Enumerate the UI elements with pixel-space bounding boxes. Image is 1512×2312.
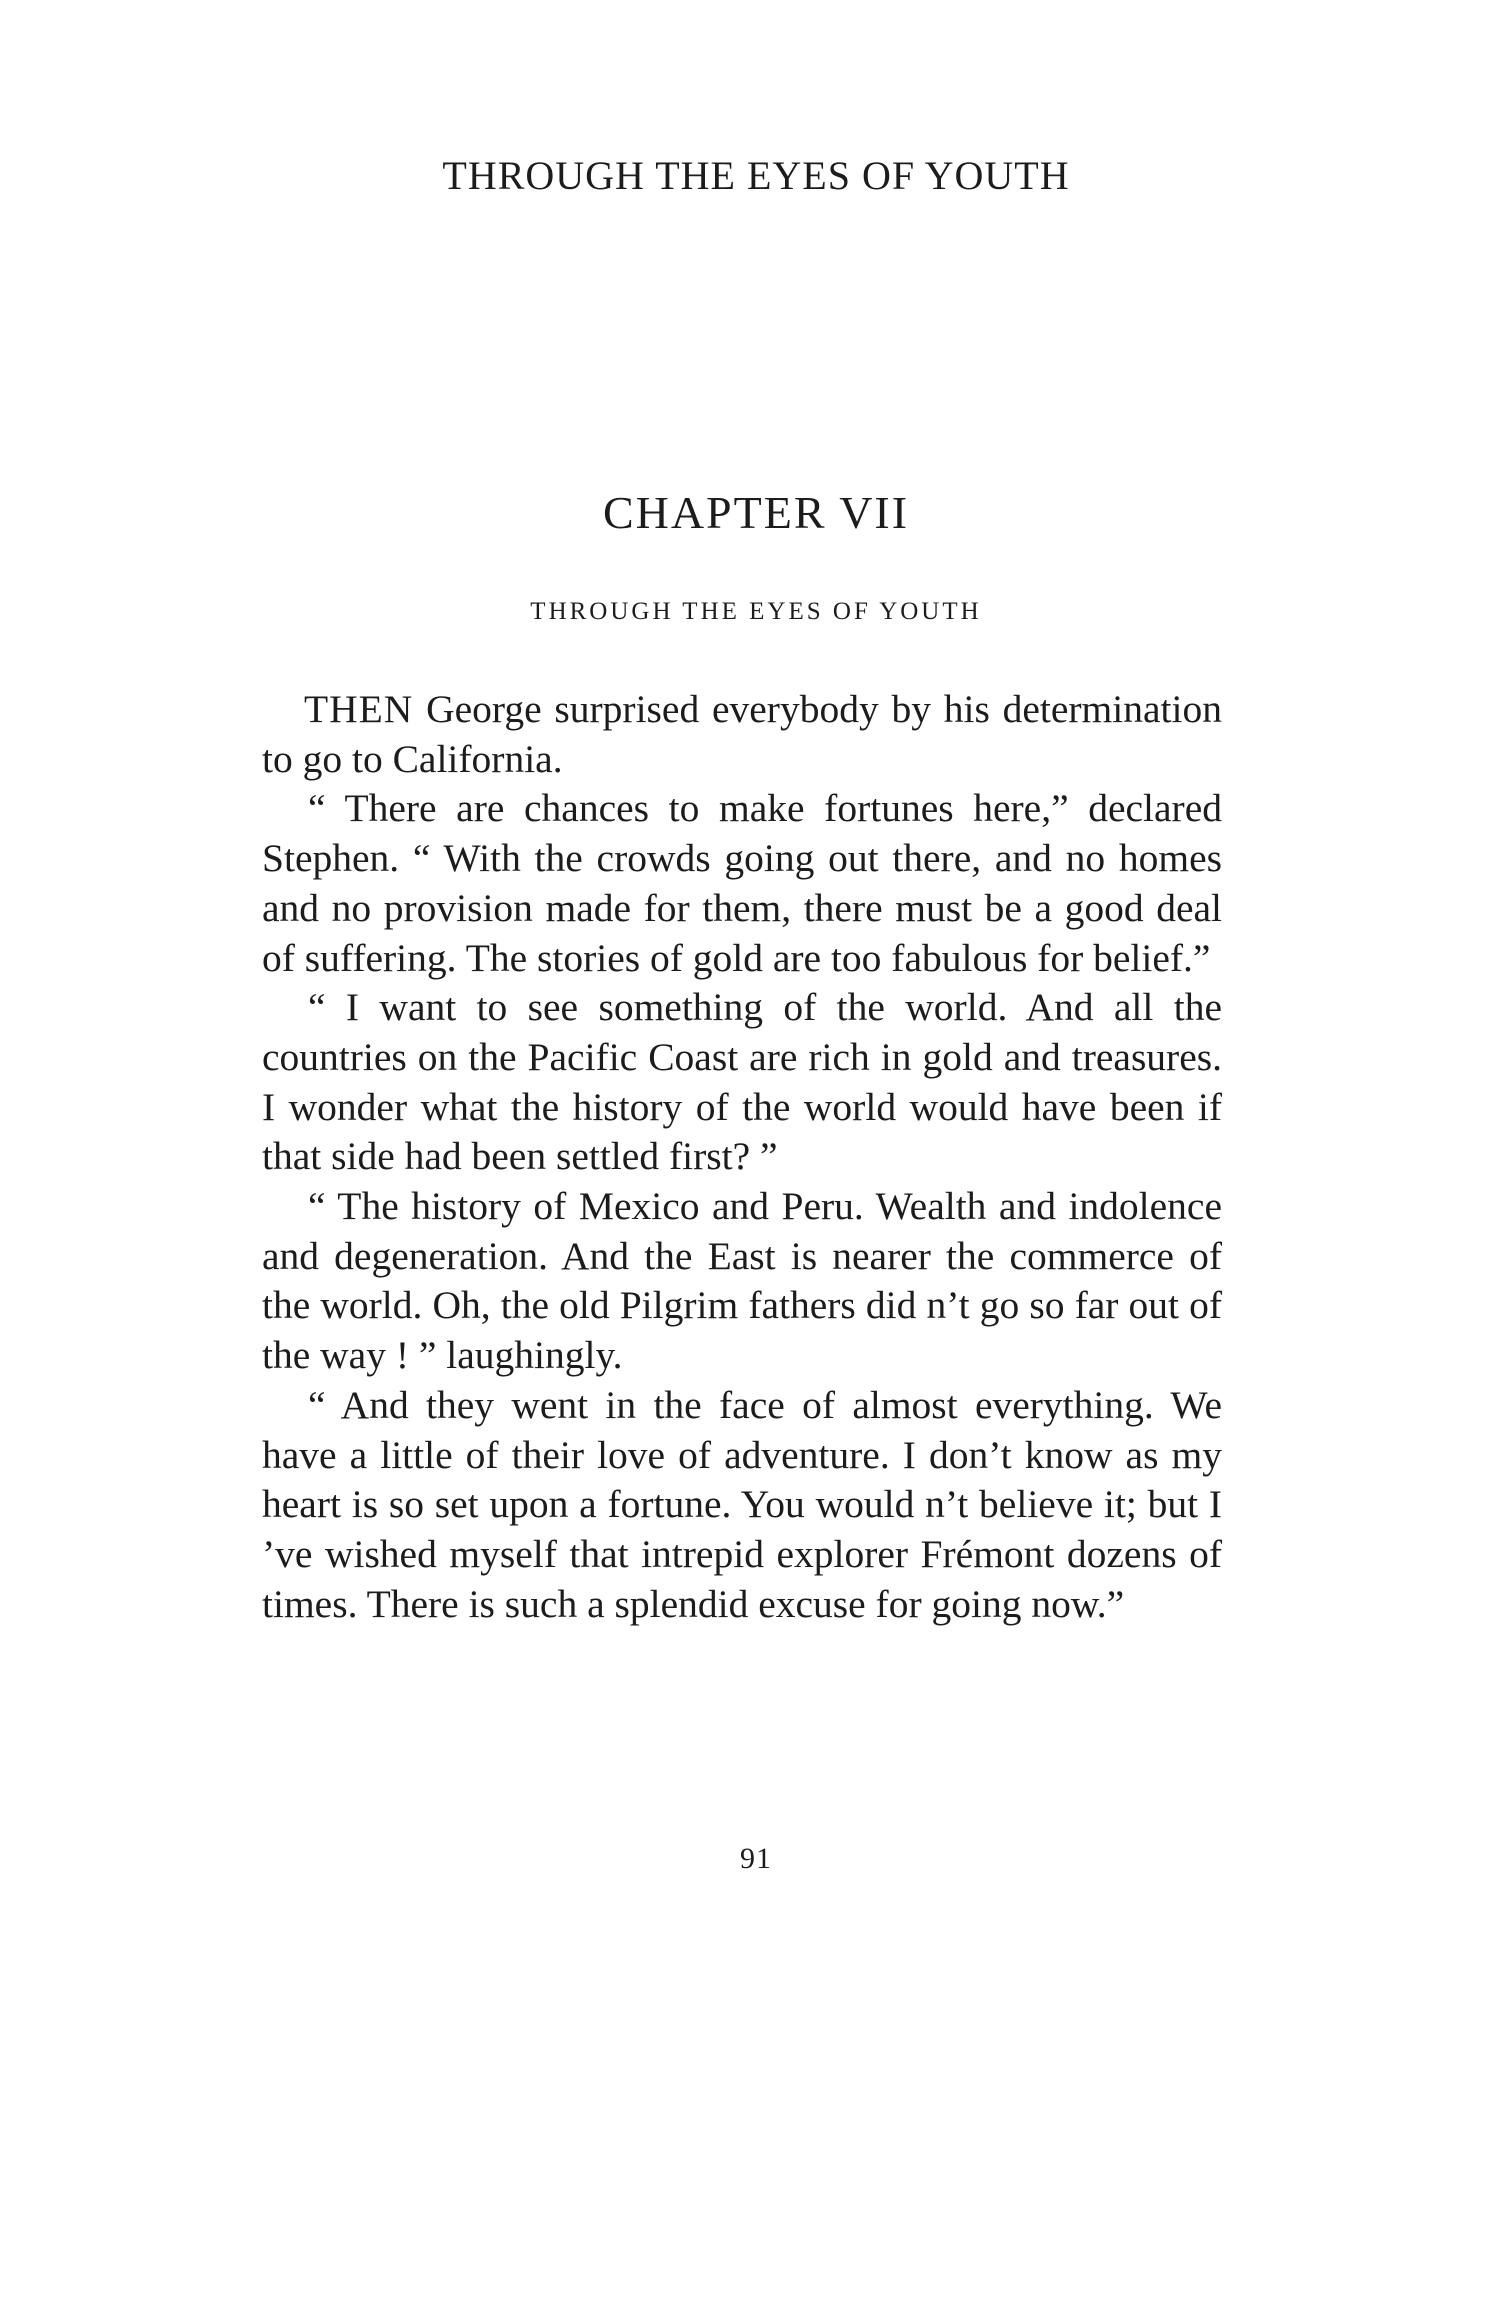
paragraph-1-lead-word: THEN: [304, 687, 414, 731]
paragraph-2: “ There are chances to make fortunes here,” declared Stephen. “ With the crowds going out there, and no homes and no provision made for them, there must be a good deal of suffering. The stories of gold are too fabulous for belief.”: [262, 786, 1222, 980]
paragraph-1: [262, 685, 1222, 784]
body-text: [262, 685, 1222, 1629]
running-head: THROUGH THE EYES OF YOUTH: [442, 153, 1070, 198]
paragraph-5: “ And they went in the face of almost everything. We have a little of their love of adventure. I don’t know as my heart is so set upon a fortune. You would n’t believe it; but I ’ve wished myself that intrepid explorer Frémont dozens of times. There is such a splendid excuse for going now.”: [262, 1382, 1222, 1626]
paragraph-4: “ The history of Mexico and Peru. Wealth and indolence and degeneration. And the East is nearer the commerce of the world. Oh, the old Pilgrim fathers did n’t go so far out of the way ! ” laughingly.: [262, 1184, 1222, 1378]
paragraph-3: “ I want to see something of the world. And all the countries on the Pacific Coast are rich in gold and treasures. I wonder what the history of the world would have been if that side had been settled first? ”: [262, 985, 1222, 1179]
chapter-subtitle: THROUGH THE EYES OF YOUTH: [530, 598, 982, 625]
page-number: 91: [740, 1842, 772, 1875]
chapter-heading: CHAPTER VII: [602, 487, 910, 538]
paragraph-1-text: George surprised everybody by his determination to go to California.: [262, 687, 1222, 781]
